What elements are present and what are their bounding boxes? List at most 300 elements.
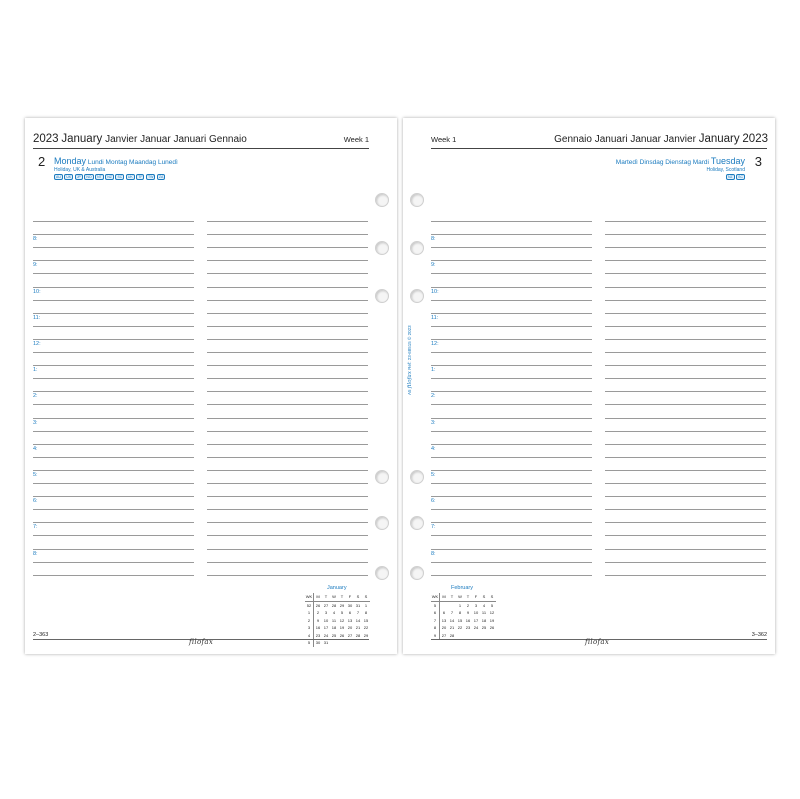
mini-calendar-week: 5 [431,601,440,609]
month: January [698,133,740,145]
writing-line [431,522,592,523]
mini-calendar-day: 9 [466,610,470,616]
writing-line [33,260,194,261]
mini-calendar-day: 11 [481,610,487,616]
mini-calendar-day: 30 [347,602,353,608]
mini-calendar-day: 3 [324,610,328,616]
binder-hole [375,516,389,530]
mini-calendar-day: 15 [457,617,463,623]
writing-line [33,496,194,497]
writing-line [33,352,194,353]
writing-line [207,522,368,523]
mini-calendar-week: 9 [431,632,440,640]
mini-calendar-day: 27 [441,632,447,638]
writing-line [207,483,368,484]
writing-line [431,457,592,458]
mini-calendar-day: 17 [473,617,479,623]
writing-line [605,391,766,392]
hour-label: 1: [431,367,436,374]
mini-calendar-day: 27 [347,632,353,638]
writing-line [605,549,766,550]
mini-calendar-day: 4 [482,602,486,608]
region-badge: UK [66,175,72,179]
mini-calendar-day: 21 [449,625,455,631]
hour-label: 6: [431,498,436,505]
day-translations: Martedì Dinsdag Dienstag Mardi [615,159,709,166]
writing-line [33,326,194,327]
writing-line [207,313,368,314]
writing-line [207,549,368,550]
writing-line [605,300,766,301]
spine-size: A5 [407,389,412,395]
region-badge: JP [76,175,81,179]
mini-calendar-day: 9 [316,617,320,623]
mini-calendar-week: 7 [431,617,440,625]
mini-calendar-week: 4 [305,632,314,640]
writing-line [207,444,368,445]
writing-line [431,496,592,497]
mini-calendar-day [338,639,346,647]
writing-line [431,300,592,301]
writing-line [207,562,368,563]
mini-calendar-day: 8 [458,610,462,616]
writing-line [605,247,766,248]
day-number: 2 [38,154,46,169]
mini-calendar-day: 16 [315,625,321,631]
writing-line [431,287,592,288]
day-name-line [54,156,178,166]
hour-label: 7: [33,524,38,531]
mini-calendar-day: 25 [331,632,337,638]
left-month-header [33,133,247,145]
writing-line [33,549,194,550]
writing-line [207,326,368,327]
mini-calendar-day: 24 [473,625,479,631]
filofax-logo: filofax [585,638,610,646]
hour-label: 11: [33,314,41,321]
mini-calendar-header: M [440,593,449,601]
hour-label: 10: [33,288,41,295]
writing-line [33,221,194,222]
writing-line [431,562,592,563]
mini-calendar-day: 29 [339,602,345,608]
day-number: 3 [754,154,762,169]
writing-line [431,221,592,222]
header-rule [431,148,767,149]
writing-line [207,273,368,274]
writing-line [33,404,194,405]
writing-line [605,470,766,471]
mini-calendar-title: February [451,585,474,591]
page-number: 2–363 [33,632,49,638]
hour-label: 8: [33,550,38,557]
writing-line [431,444,592,445]
filofax-logo: filofax [189,638,214,646]
mini-calendar-day: 5 [490,602,494,608]
hour-label: 1: [33,367,38,374]
writing-line [33,391,194,392]
writing-line [207,431,368,432]
writing-line [33,562,194,563]
mini-calendar-day: 14 [355,617,361,623]
mini-calendar-header: T [322,593,330,601]
writing-line [431,483,592,484]
writing-line [33,483,194,484]
mini-calendar-day: 1 [364,602,368,608]
writing-line [207,221,368,222]
binder-hole [410,470,424,484]
region-badge: NZ [727,175,733,179]
writing-line [431,470,592,471]
right-month-header [554,133,768,145]
region-badges [54,174,165,180]
mini-calendar-day: 28 [331,602,337,608]
hour-label: 12: [33,340,41,347]
region-badge: TF [138,175,143,179]
region-badges [726,174,745,180]
month: January [61,133,103,145]
mini-calendar-header: WK [431,594,439,600]
mini-calendar-header: S [354,593,362,601]
mini-calendar-day: 6 [442,610,446,616]
mini-calendar-day: 22 [363,625,369,631]
region-badge: SC [738,175,743,179]
writing-line [207,339,368,340]
writing-line [207,391,368,392]
writing-line [431,404,592,405]
mini-calendar-header: S [488,593,496,601]
region-badge: NZ [107,175,112,179]
writing-line [431,339,592,340]
writing-line [33,444,194,445]
mini-calendar-header: S [362,593,370,601]
hour-label: 5: [431,471,436,478]
writing-line [605,404,766,405]
mini-calendar-day [440,601,449,609]
mini-calendar-day: 8 [364,610,368,616]
hour-label: 7: [431,524,436,531]
mini-calendar-day: 12 [339,617,345,623]
mini-calendar-week: 1 [305,609,314,617]
mini-calendar-day: 13 [441,617,447,623]
mini-calendar-day: 12 [489,610,495,616]
day-translations: Lundi Montag Maandag Lunedì [87,159,178,166]
writing-line [431,391,592,392]
mini-calendar-header: T [338,593,346,601]
writing-line [33,509,194,510]
mini-calendar-day: 17 [323,625,329,631]
mini-calendar-day: 4 [332,610,336,616]
mini-calendar-header: WK [305,594,313,600]
mini-calendar-day [456,632,464,640]
mini-calendar-header: W [330,593,338,601]
region-badge: UK [127,175,133,179]
hour-label: 9: [33,262,38,269]
writing-line [605,418,766,419]
region-badge: NT [97,175,102,179]
writing-line [431,535,592,536]
mini-calendar-day: 28 [449,632,455,638]
writing-line [33,287,194,288]
writing-line [33,535,194,536]
writing-line [33,431,194,432]
mini-calendar-day: 6 [348,610,352,616]
writing-line [207,247,368,248]
writing-line [33,418,194,419]
binder-hole [375,289,389,303]
region-badge: NO [86,175,92,179]
hour-label: 2: [33,393,38,400]
mini-calendar-day: 26 [339,632,345,638]
spine-reference-text [407,325,413,395]
mini-calendar-day [346,639,354,647]
writing-line [431,352,592,353]
writing-line [207,260,368,261]
writing-line [207,418,368,419]
writing-line [605,287,766,288]
writing-line [605,313,766,314]
holiday-note: Holiday, UK & Australia [54,167,106,173]
writing-line [605,483,766,484]
mini-calendar-day: 24 [323,632,329,638]
writing-line [605,509,766,510]
mini-calendar-day: 23 [465,625,471,631]
writing-line [605,496,766,497]
writing-line [33,575,194,576]
writing-line [207,470,368,471]
mini-calendar-week: 3 [305,624,314,632]
day-name: Tuesday [710,156,745,166]
writing-line [33,378,194,379]
mini-calendar-day: 22 [457,625,463,631]
writing-line [207,234,368,235]
mini-calendar-week: 6 [431,609,440,617]
mini-calendar-day: 7 [356,610,360,616]
mini-calendar-day: 5 [340,610,344,616]
binder-hole [375,193,389,207]
writing-line [33,365,194,366]
mini-calendar-day: 25 [481,625,487,631]
writing-line [605,575,766,576]
writing-line [605,522,766,523]
hour-label: 8: [33,236,38,243]
mini-calendar-header: T [464,593,472,601]
mini-calendar-day: 3 [474,602,478,608]
hour-label: 10: [431,288,439,295]
mini-calendar-day [464,632,472,640]
mini-calendar-day: 13 [347,617,353,623]
writing-line [207,378,368,379]
writing-line [33,522,194,523]
hour-label: 8: [431,550,436,557]
writing-line [431,418,592,419]
region-badge: SC [117,175,123,179]
mini-calendar-title: January [327,585,347,591]
writing-line [605,457,766,458]
writing-line [207,404,368,405]
mini-calendar-day: 28 [355,632,361,638]
mini-calendar-day: 21 [355,625,361,631]
mini-calendar-day: 30 [315,640,321,646]
mini-calendar-day: 2 [316,610,320,616]
mini-calendar-day [362,639,370,647]
binder-hole [375,241,389,255]
hour-label: 3: [33,419,38,426]
mini-calendar-day [330,639,338,647]
week-label: Week 1 [431,135,457,144]
spine-logo: filofax [407,371,413,389]
writing-line [431,273,592,274]
mini-calendar-day: 26 [489,625,495,631]
writing-line [33,313,194,314]
mini-calendar-day: 31 [355,602,361,608]
mini-calendar-day: 10 [323,617,329,623]
writing-line [33,470,194,471]
mini-calendar-header: F [472,593,480,601]
writing-line [33,273,194,274]
hour-label: 6: [33,498,38,505]
mini-calendar-day: 18 [331,625,337,631]
writing-line [207,496,368,497]
writing-line [207,509,368,510]
writing-line [431,431,592,432]
mini-calendar-header: W [456,593,464,601]
writing-line [605,562,766,563]
mini-calendar-day [472,632,480,640]
writing-line [207,352,368,353]
mini-calendar-day: 2 [466,602,470,608]
mini-calendar-day: 20 [347,625,353,631]
writing-line [605,378,766,379]
hour-label: 3: [431,419,436,426]
writing-line [605,221,766,222]
writing-line [605,339,766,340]
region-badge: TW [147,175,154,179]
mini-calendar-day [488,632,496,640]
writing-line [605,326,766,327]
hour-label: 8: [431,236,436,243]
writing-line [207,535,368,536]
binder-hole [410,241,424,255]
writing-line [33,339,194,340]
mini-calendar-day: 19 [489,617,495,623]
mini-calendar-day: 14 [449,617,455,623]
mini-calendar-day: 16 [465,617,471,623]
mini-calendar-february [431,593,496,639]
writing-line [431,260,592,261]
writing-line [605,234,766,235]
mini-calendar-day: 11 [331,617,337,623]
writing-line [207,300,368,301]
mini-calendar-day: 1 [458,602,462,608]
writing-line [431,365,592,366]
hour-label: 12: [431,340,439,347]
mini-calendar-week: 2 [305,617,314,625]
hour-label: 4: [431,445,436,452]
mini-calendar-day: 15 [363,617,369,623]
writing-line [431,509,592,510]
writing-line [605,365,766,366]
mini-calendar-day: 10 [473,610,479,616]
year: 2023 [33,133,59,145]
mini-calendar-day: 7 [450,610,454,616]
mini-calendar-day: 29 [363,632,369,638]
hour-label: 5: [33,471,38,478]
hour-label: 9: [431,262,436,269]
region-badge: AU [56,175,61,179]
binder-hole [375,566,389,580]
binder-hole [410,566,424,580]
binder-hole [410,516,424,530]
hour-label: 4: [33,445,38,452]
month-translations: Gennaio Januari Januar Janvier [554,134,696,145]
mini-calendar-day: 20 [441,625,447,631]
mini-calendar-header: S [480,593,488,601]
mini-calendar-day: 26 [315,602,321,608]
hour-label: 2: [431,393,436,400]
mini-calendar-header: T [448,593,456,601]
spine-ref: Ref: 23-68515 [407,341,412,370]
header-rule [33,148,369,149]
mini-calendar-day: 18 [481,617,487,623]
holiday-note: Holiday, Scotland [706,167,745,173]
spine-copyright: © 2023 [407,325,412,340]
writing-line [33,300,194,301]
binder-hole [410,289,424,303]
mini-calendar-day: 23 [315,632,321,638]
week-label: Week 1 [343,135,369,144]
hour-label: 11: [431,314,439,321]
writing-line [605,260,766,261]
mini-calendar-week: 5 [305,639,314,647]
mini-calendar-day [448,601,456,609]
writing-line [605,535,766,536]
mini-calendar-day [354,639,362,647]
right-diary-page [403,118,775,654]
day-name: Monday [54,156,87,166]
writing-line [431,326,592,327]
writing-line [207,365,368,366]
day-name-line [616,156,745,166]
writing-line [431,549,592,550]
mini-calendar-week: 8 [431,624,440,632]
writing-line [605,444,766,445]
mini-calendar-day [480,632,488,640]
mini-calendar-day: 27 [323,602,329,608]
mini-calendar-header: M [314,593,323,601]
mini-calendar-header: F [346,593,354,601]
writing-line [33,457,194,458]
writing-line [33,247,194,248]
region-badge: ZA [158,175,164,179]
writing-line [207,575,368,576]
writing-line [431,575,592,576]
mini-calendar-day: 19 [339,625,345,631]
writing-line [605,273,766,274]
writing-line [431,378,592,379]
year: 2023 [742,133,768,145]
writing-line [207,457,368,458]
mini-calendar-day: 31 [323,640,329,646]
writing-line [431,247,592,248]
writing-line [605,431,766,432]
binder-hole [410,193,424,207]
writing-line [431,313,592,314]
writing-line [605,352,766,353]
writing-line [207,287,368,288]
binder-hole [375,470,389,484]
writing-line [33,234,194,235]
